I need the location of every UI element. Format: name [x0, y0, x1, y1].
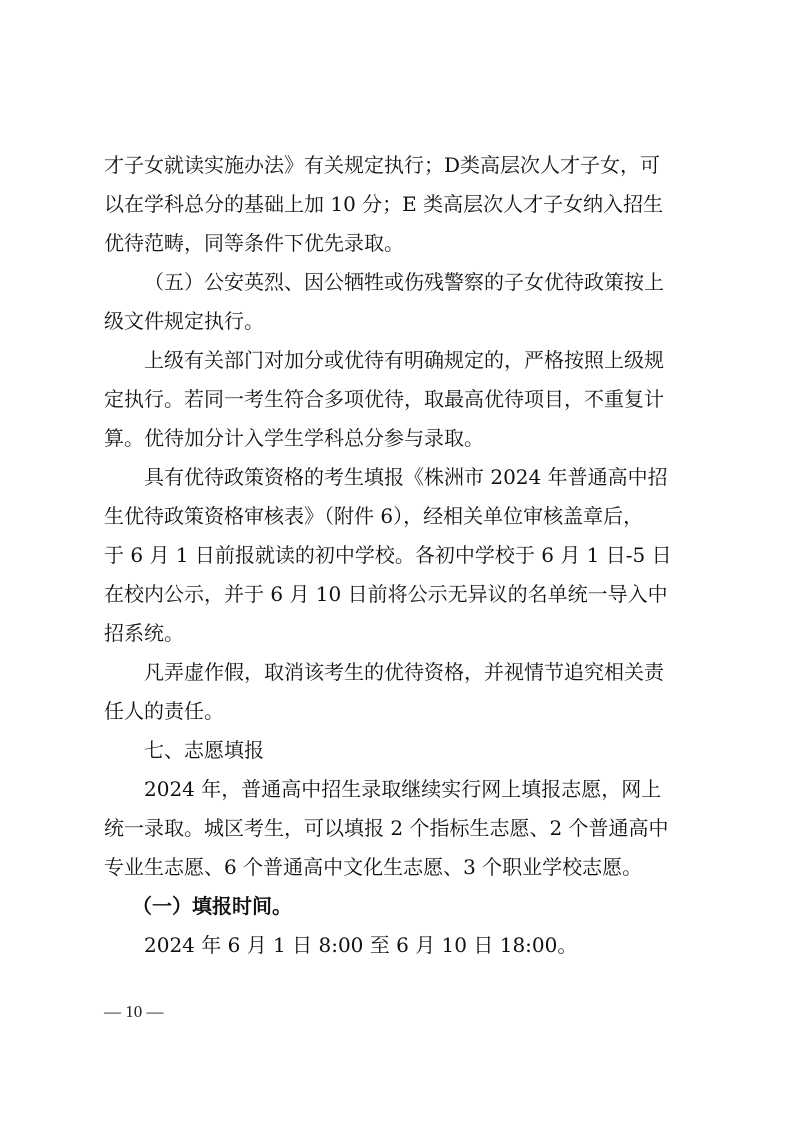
- document-body: [104, 146, 699, 965]
- text-line: 统一录取。城区考生，可以填报 2 个指标生志愿、2 个普通高中: [104, 816, 669, 840]
- text-line: 在校内公示，并于 6 月 10 日前将公示无异议的名单统一导入中: [104, 582, 668, 606]
- text-line: 上级有关部门对加分或优待有明确规定的，严格按照上级规: [144, 348, 664, 372]
- paragraph-application-time: [104, 926, 699, 965]
- text-line: 专业生志愿、6 个普通高中文化生志愿、3 个职业学校志愿。: [104, 855, 643, 879]
- text-line: 具有优待政策资格的考生填报《株洲市 2024 年普通高中招: [144, 465, 668, 489]
- paragraph-higher-rules: [104, 341, 699, 458]
- page-number: — 10 —: [104, 1002, 164, 1021]
- paragraph-application-process: [104, 458, 699, 653]
- text-line: 定执行。若同一考生符合多项优待，取最高优待项目，不重复计: [104, 387, 664, 411]
- text-line: 级文件规定执行。: [104, 309, 264, 333]
- text-line: 2024 年 6 月 1 日 8:00 至 6 月 10 日 18:00。: [144, 933, 578, 957]
- paragraph-police-children: [104, 263, 699, 341]
- text-line: 生优待政策资格审核表》（附件 6），经相关单位审核盖章后，: [104, 504, 644, 528]
- paragraph-talent-children: [104, 146, 699, 263]
- text-line: 于 6 月 1 日前报就读的初中学校。各初中学校于 6 月 1 日-5 日: [104, 543, 672, 567]
- text-line: 凡弄虚作假，取消该考生的优待资格，并视情节追究相关责: [144, 660, 664, 684]
- subsection-heading: （一）填报时间。: [132, 894, 292, 918]
- text-line: 优待范畴，同等条件下优先录取。: [104, 231, 404, 255]
- text-line: 才子女就读实施办法》有关规定执行；D类高层次人才子女，可: [104, 153, 661, 177]
- text-line: 以在学科总分的基础上加 10 分；E 类高层次人才子女纳入招生: [104, 192, 664, 216]
- text-line: 任人的责任。: [104, 699, 224, 723]
- text-line: 2024 年，普通高中招生录取继续实行网上填报志愿，网上: [144, 777, 662, 801]
- text-line: 算。优待加分计入学生学科总分参与录取。: [104, 426, 484, 450]
- paragraph-fraud: [104, 653, 699, 731]
- text-line: （五）公安英烈、因公牺牲或伤残警察的子女优待政策按上: [144, 270, 664, 294]
- paragraph-online-application: [104, 770, 699, 887]
- section-heading: 七、志愿填报: [144, 738, 264, 762]
- text-line: 招系统。: [104, 621, 184, 645]
